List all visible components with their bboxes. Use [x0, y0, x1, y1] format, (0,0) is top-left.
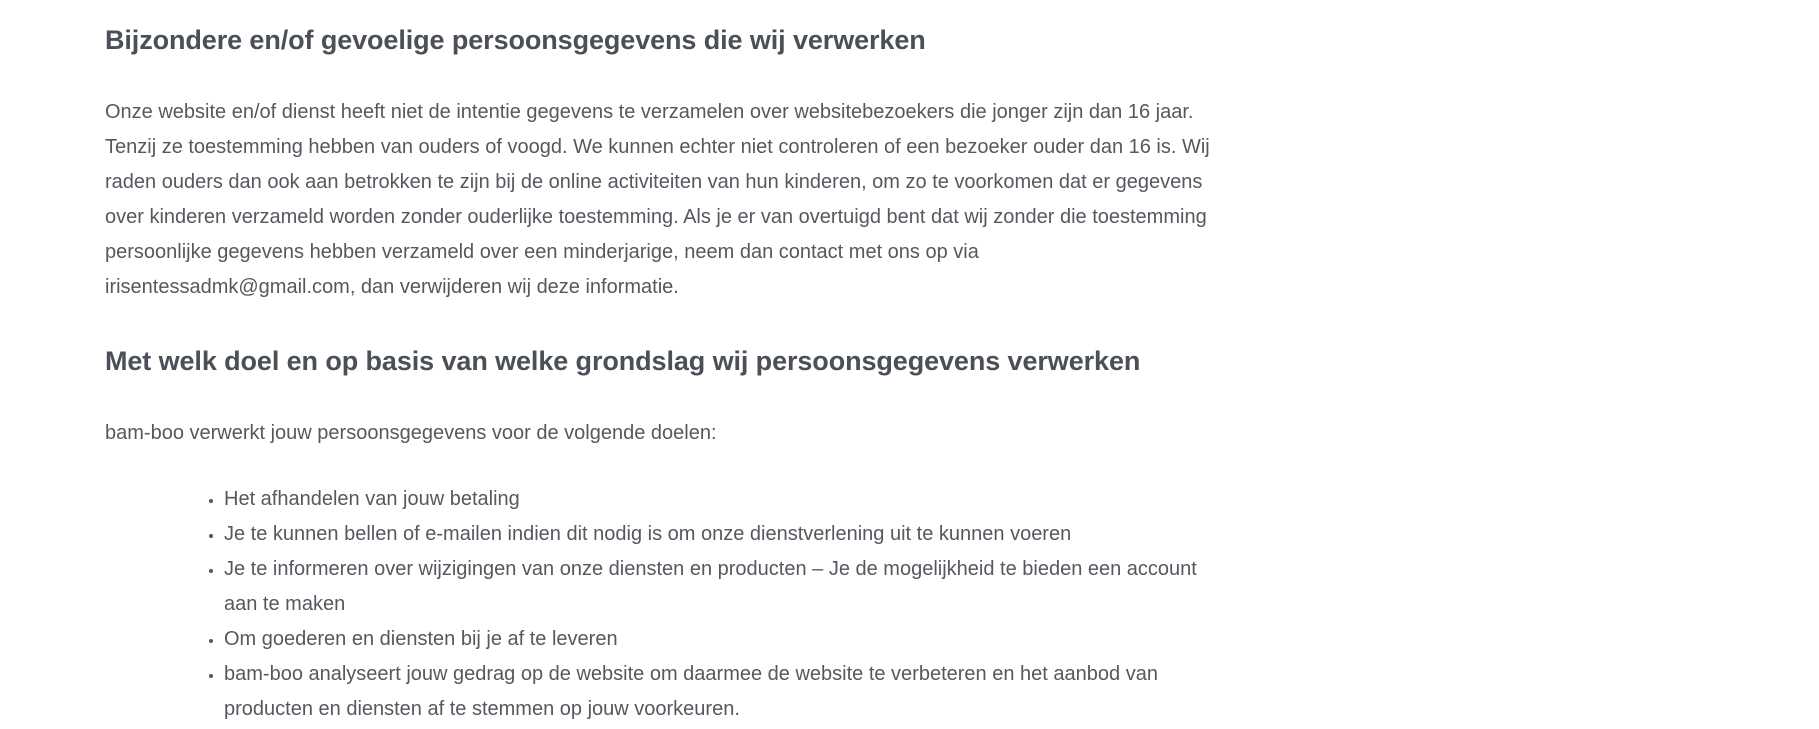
section-paragraph-minors: Onze website en/of dienst heeft niet de intentie gegevens te verzamelen over websitebezoekers die jonger zijn dan 16 jaar. Tenzij ze toestemming hebben van ouders of voogd. We kunnen echter niet controleren of een bezoeker ouder dan 16 is. Wij raden ouders dan ook aan betrokken te zijn bij de online activiteiten van hun kinderen, om zo te voorkomen dat er gegevens over kinderen verzameld worden zonder ouderlijke toestemming. Als je er van overtuigd bent dat wij zonder die toestemming persoonlijke gegevens hebben verzameld over een minderjarige, neem dan contact met ons op via irisentessadmk@gmail.com, dan verwijderen wij deze informatie.: [105, 101, 1210, 298]
section-heading-purpose: Met welk doel en op basis van welke grondslag wij persoonsgegevens verwerken: [105, 346, 1141, 376]
list-item: • Je te informeren over wijzigingen van onze diensten en producten – Je de mogelijkheid te bieden een account aan te maken: [224, 552, 1224, 622]
list-item: • bam-boo analyseert jouw gedrag op de website om daarmee de website te verbeteren en het aanbod van producten en diensten af te stemmen op jouw voorkeuren.: [224, 657, 1224, 727]
section-heading-special-data: Bijzondere en/of gevoelige persoonsgegevens die wij verwerken: [105, 25, 926, 55]
list-item: • Je te kunnen bellen of e-mailen indien dit nodig is om onze dienstverlening uit te kunnen voeren: [224, 517, 1224, 552]
list-item: • Het afhandelen van jouw betaling: [224, 482, 1224, 517]
section-intro-purpose: bam-boo verwerkt jouw persoonsgegevens voor de volgende doelen:: [105, 422, 717, 444]
list-item: • Om goederen en diensten bij je af te leveren: [224, 622, 1224, 657]
purpose-list: [105, 482, 1224, 727]
